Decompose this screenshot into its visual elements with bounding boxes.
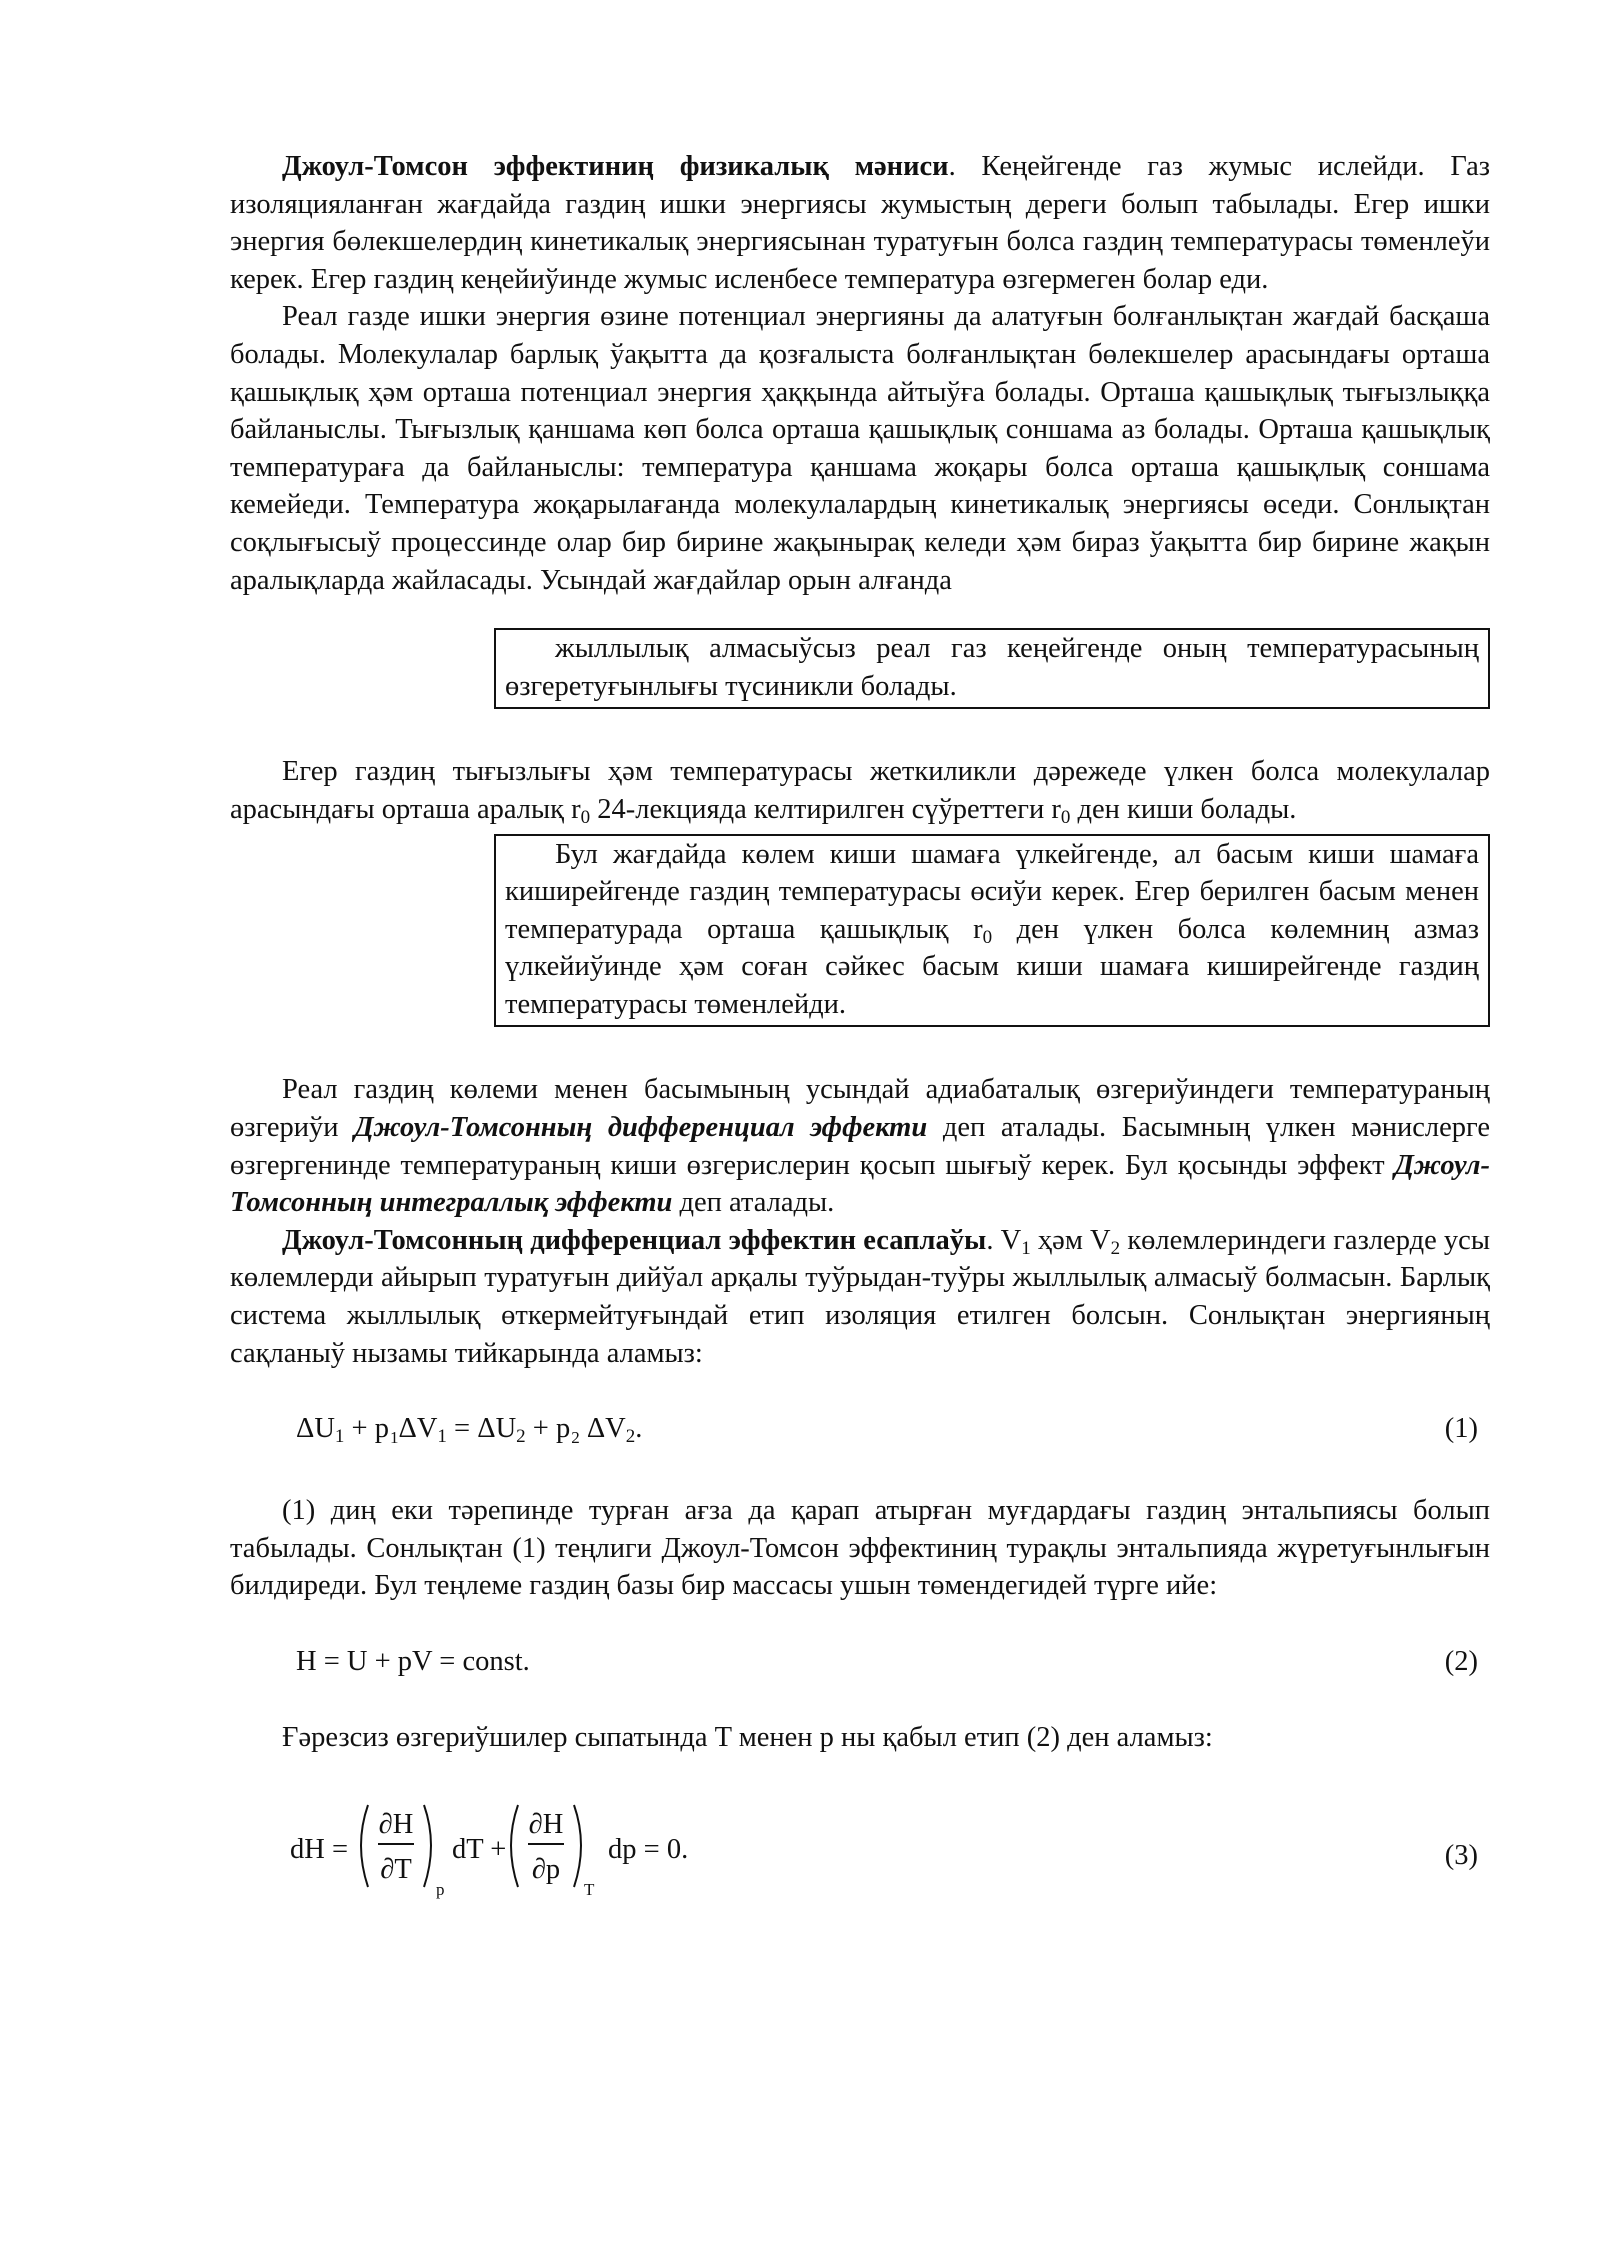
paragraph-independent-variables: Ғәрезсиз өзгериўшилер сыпатында T менен p ны қабыл етип (2) ден аламыз: (282, 1722, 1213, 1753)
svg-text:∂H: ∂H (528, 1808, 564, 1840)
svg-text:T: T (584, 1879, 595, 1899)
boxed-statement-2: Бул жағдайда көлем киши шамаға үлкейгенде, ал басым киши шамаға киширейгенде газдиң температурасы өсиўи керек. Егер берилген басым менен температурада орташа қашықлық $r_0$ ден үлкен болса көлемниң азмаз үлкейиўинде ҳәм соған сәйкес басым киши шамаға киширейгенде газдиң температурасы төменлейди. (494, 834, 1490, 1028)
section-heading-physical-meaning: Джоул-Томсон эффектиниң физикалық мәниси (282, 151, 949, 182)
equation-3 (230, 1793, 1490, 1903)
paragraph-joule-thomson-meaning: Джоул-Томсон эффектиниң физикалық мәниси. Кеңейгенде газ жумыс ислейди. Газ изоляцияланған жағдайда газдиң ишки энергиясы жумыстың дереги болып табылады. Егер ишки энергия бөлекшелердиң кинетикалық энергиясынан туратуғын болса газдиң температурасы төменлеўи керек. Егер газдиң кеңейиўинде жумыс исленбесе температура өзгермеген болар еди. (230, 151, 1490, 295)
svg-text:p: p (436, 1879, 445, 1899)
equation-number-1: (1) (1444, 1413, 1478, 1445)
paragraph-enthalpy: (1) диң еки тәрепинде турған ағза да қарап атырған муғдардағы газдиң энтальпиясы болып табылады. Сонлықтан (1) теңлиги Джоул-Томсон эффектиниң турақлы энтальпияда жүретуғынлығын билдиреди. Бул теңлеме газдиң базы бир массасы ушын төмендегидей түрге ийе: (230, 1495, 1490, 1602)
svg-text:∂H: ∂H (378, 1808, 414, 1840)
svg-text:∂p: ∂p (531, 1853, 561, 1885)
boxed-statement-1: жыллылық алмасыўсыз реал газ кеңейгенде оның температурасының өзгеретуғынлығы түсиникли болады. (494, 628, 1490, 709)
paragraph-real-gas: Реал газде ишки энергия өзине потенциал энергияны да алатуғын болғанлықтан жағдай басқаша болады. Молекулалар барлық ўақытта да қозғалыста болғанлықтан бөлекшелер арасындағы орташа қашықлық ҳәм орташа потенциал энергия ҳаққында айтыўға болады. Орташа қашықлық тығызлыққа байланыслы. Тығызлық қаншама көп болса орташа қашықлық соншама аз болады. Орташа қашықлық температураға да байланыслы: температура қаншама жоқары болса орташа қашықлық соншама кемейеди. Температура жоқарылағанда молекулалардың кинетикалық энергиясы өседи. Сонлықтан соқлығысыў процессинде олар бир бирине жақынырақ келеди ҳәм бираз ўақытта бир бирине жақын аралықларда жайласады. Усындай жағдайлар орын алғанда (230, 301, 1490, 596)
svg-text:dT +: dT + (452, 1833, 507, 1865)
paragraph-calculation: Джоул-Томсонның дифференциал эффектин есаплаўы. $V_1$ ҳәм $V_2$ көлемлериндеги газлерде усы көлемлерди айырып туратуғын дийўал арқалы туўрыдан-туўры жыллылық алмасыў болмасын. Барлық система жыллылық өткермейтуғындай етип изоляция етилген болсын. Сонлықтан энергияның сақланыў нызамы тийкарында аламыз: (230, 1224, 1490, 1369)
svg-text:dp = 0.: dp = 0. (608, 1833, 689, 1865)
equation-3-formula (290, 1793, 750, 1903)
section-heading-calculation: Джоул-Томсонның дифференциал эффектин есаплаўы (282, 1224, 987, 1256)
equation-2: H = U + pV = const. (2) (230, 1643, 1490, 1681)
term-integral-effect: Джоул-Томсонның интеграллық эффекти (230, 1149, 1490, 1219)
svg-text:∂T: ∂T (380, 1853, 412, 1885)
paragraph-density-temperature: Егер газдиң тығызлығы ҳәм температурасы жеткиликли дәрежеде үлкен болса молекулалар арасындағы орташа аралық $r_0$ 24-лекцияда келтирилген сүўреттеги $r_0$ ден киши болады. (230, 756, 1490, 828)
paragraph-differential-effect: Реал газдиң көлеми менен басымының усындай адиабаталық өзгериўиндеги температураның өзгериўи Джоул-Томсонның дифференциал эффекти деп аталады. Басымның үлкен мәнислерге өзгергенинде температураның киши өзгерислерин қосып шығыў керек. Бул қосынды эффект Джоул-Томсонның интеграллық эффекти деп аталады. (230, 1074, 1490, 1219)
equation-number-3: (3) (1444, 1839, 1478, 1871)
svg-text:dH =: dH = (290, 1833, 349, 1865)
document-page (230, 148, 1490, 1903)
term-differential-effect: Джоул-Томсонның дифференциал эффекти (354, 1112, 928, 1144)
equation-1: $\Delta U_1 + p_1\Delta V_1 = \Delta U_2 + p_2$ $\Delta V_2$. (1) (230, 1410, 1490, 1448)
equation-number-2: (2) (1444, 1646, 1478, 1677)
